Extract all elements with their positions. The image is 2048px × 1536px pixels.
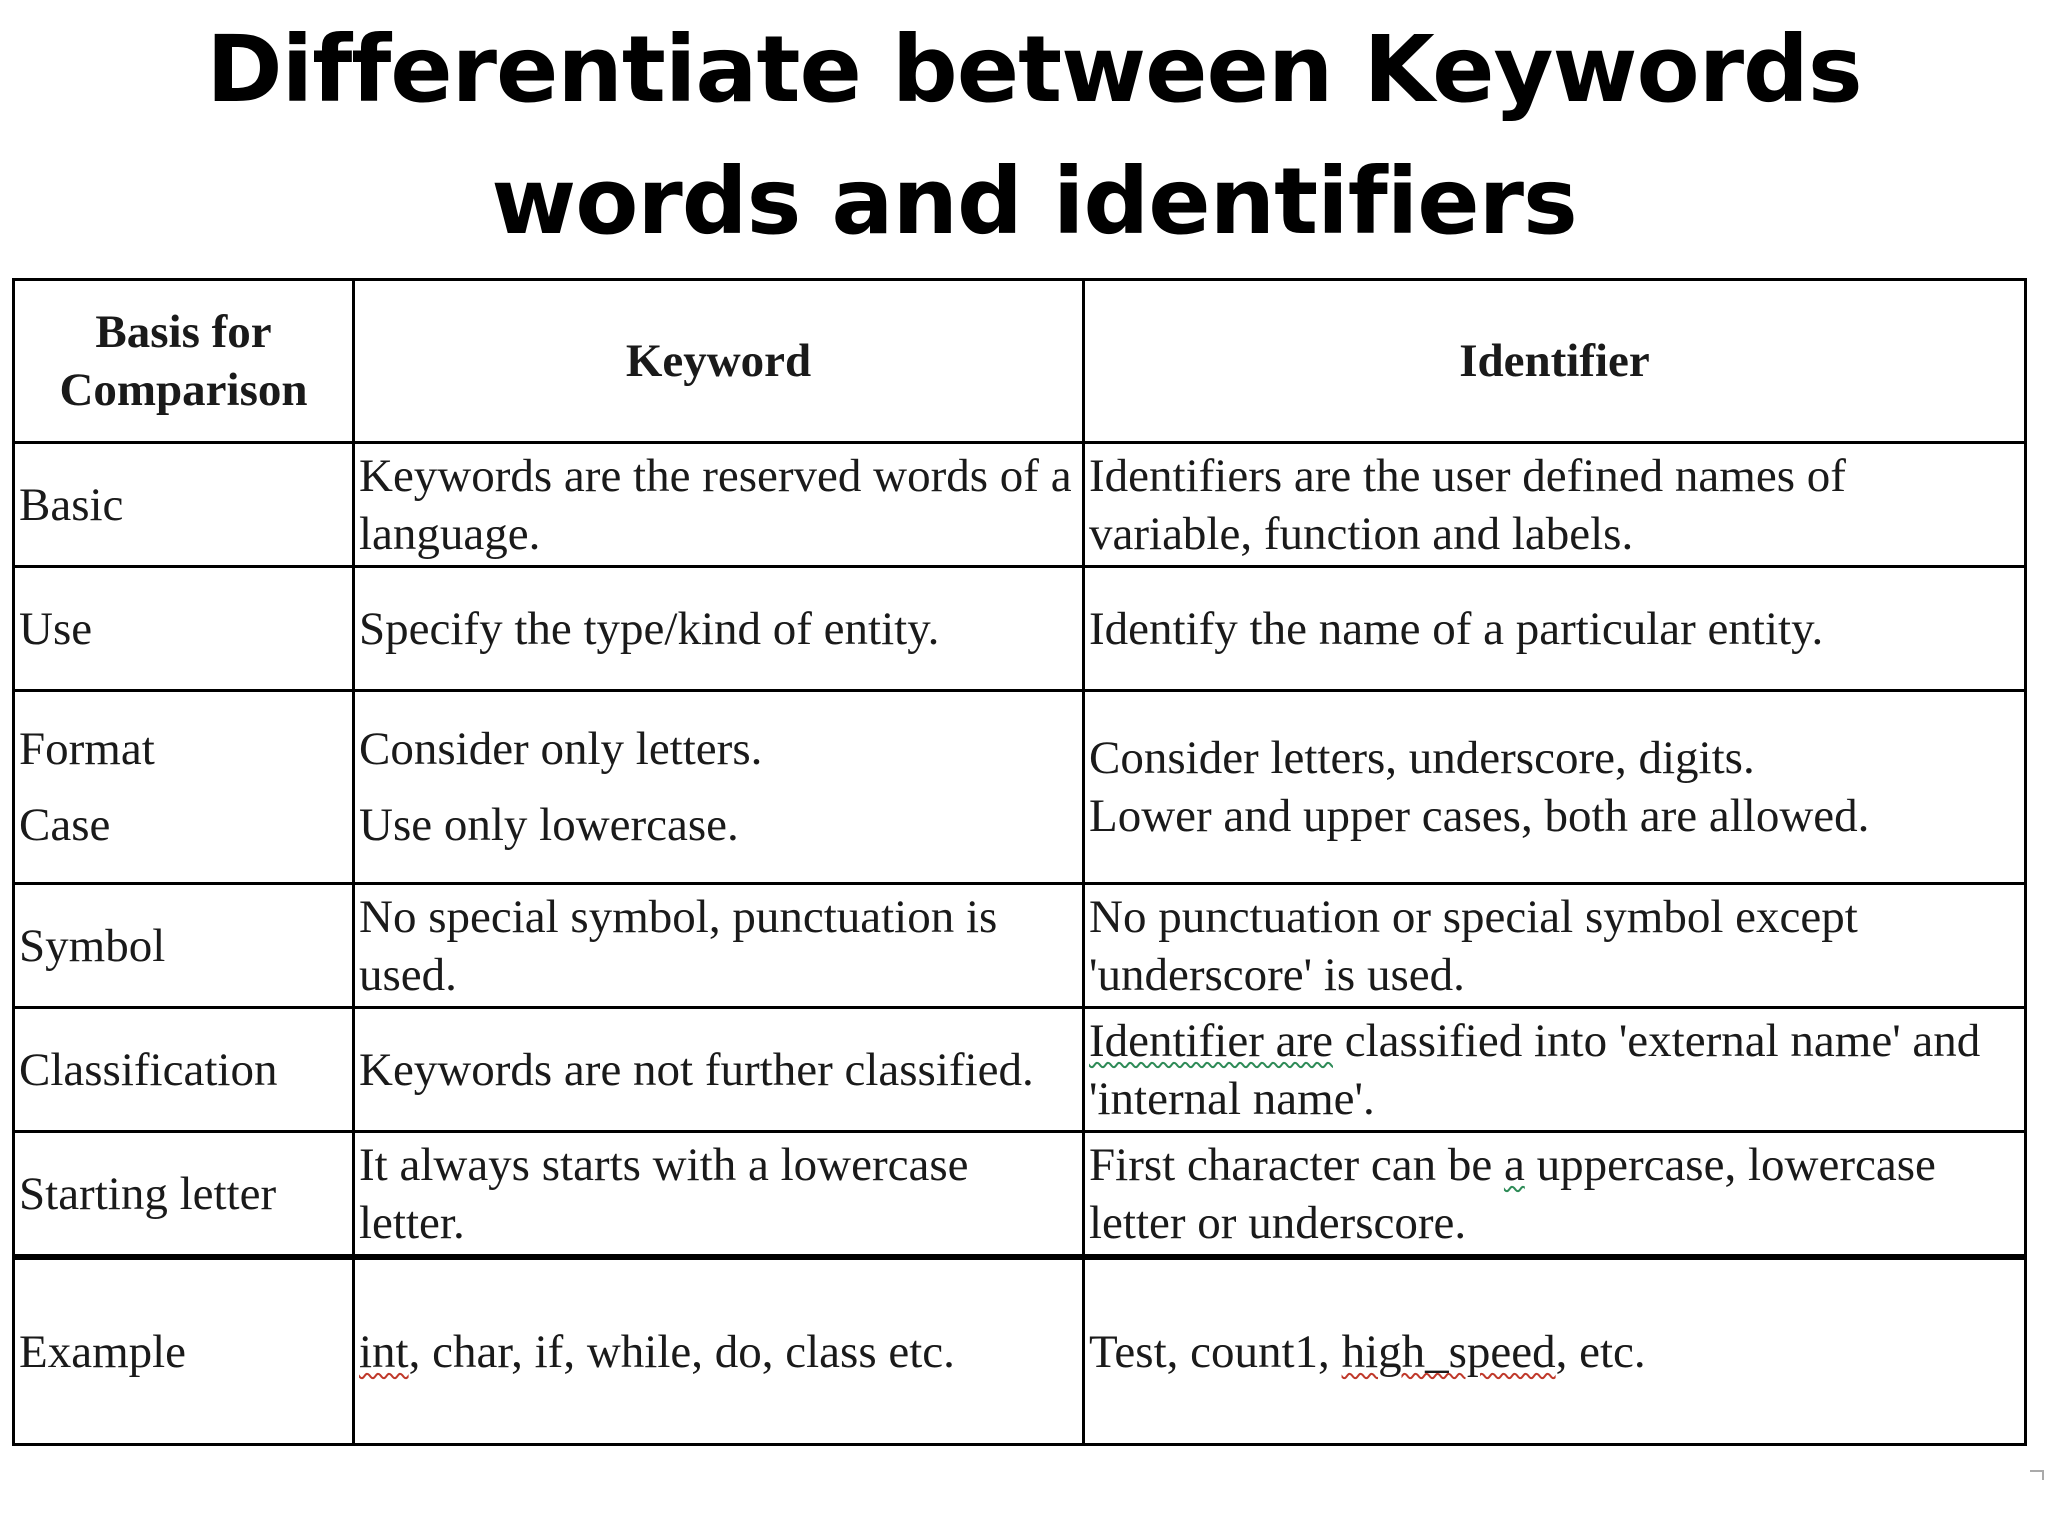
table-row — [14, 884, 2026, 1008]
cell-identifier-example — [1084, 1257, 2026, 1445]
row-label-format-case — [14, 691, 354, 884]
header-basis — [14, 280, 354, 443]
table-row — [14, 1008, 2026, 1132]
row-label-classification: Classification — [14, 1008, 354, 1132]
identifier-classification-rest: classified into 'external name' and 'internal name'. — [1089, 1014, 1981, 1125]
cell-keyword-starting-letter: It always starts with a lowercase letter. — [354, 1132, 1084, 1258]
header-keyword: Keyword — [354, 280, 1084, 443]
cell-identifier-starting-letter — [1084, 1132, 2026, 1258]
cell-identifier-format-case — [1084, 691, 2026, 884]
title-line-2: words and identifiers — [491, 148, 1577, 255]
cell-keyword-basic: Keywords are the reserved words of a language. — [354, 443, 1084, 567]
identifier-starting-part3: uppercase, lowercase letter or underscore. — [1089, 1138, 1936, 1249]
cell-keyword-classification: Keywords are not further classified. — [354, 1008, 1084, 1132]
header-basis-line2: Comparison — [59, 364, 308, 416]
identifier-starting-part1: First character can be — [1089, 1138, 1504, 1191]
identifier-example-part3: , etc. — [1555, 1325, 1646, 1378]
table-row — [14, 691, 2026, 884]
cell-keyword-example — [354, 1257, 1084, 1445]
comparison-table — [12, 278, 2027, 1446]
slide-title — [0, 4, 2048, 268]
spell-flagged-high-speed: high_speed — [1341, 1325, 1556, 1378]
cell-identifier-symbol: No punctuation or special symbol except 'underscore' is used. — [1084, 884, 2026, 1008]
table-row — [14, 567, 2026, 691]
grammar-flagged-text: Identifier are — [1089, 1014, 1333, 1067]
table-header-row — [14, 280, 2026, 443]
row-label-use: Use — [14, 567, 354, 691]
row-label-format: Format — [19, 723, 155, 775]
cell-identifier-use: Identify the name of a particular entity. — [1084, 567, 2026, 691]
cell-keyword-format: Consider only letters. — [359, 723, 763, 775]
keyword-example-rest: , char, if, while, do, class etc. — [408, 1325, 955, 1378]
row-label-starting-letter: Starting letter — [14, 1132, 354, 1258]
row-label-example: Example — [14, 1257, 354, 1445]
cell-keyword-case: Use only lowercase. — [359, 799, 739, 851]
cell-keyword-format-case — [354, 691, 1084, 884]
identifier-example-part1: Test, count1, — [1089, 1325, 1342, 1378]
row-label-case: Case — [19, 799, 111, 851]
slide-corner-mark — [2030, 1470, 2044, 1480]
cell-keyword-symbol: No special symbol, punctuation is used. — [354, 884, 1084, 1008]
cell-identifier-basic: Identifiers are the user defined names of variable, function and labels. — [1084, 443, 2026, 567]
title-line-1: Differentiate between Keywords — [206, 16, 1862, 123]
cell-identifier-format: Consider letters, underscore, digits. — [1089, 732, 1755, 784]
cell-keyword-use: Specify the type/kind of entity. — [354, 567, 1084, 691]
cell-identifier-case: Lower and upper cases, both are allowed. — [1089, 790, 1870, 842]
header-identifier: Identifier — [1084, 280, 2026, 443]
grammar-flagged-article: a — [1503, 1138, 1525, 1191]
row-label-basic: Basic — [14, 443, 354, 567]
table-row — [14, 1132, 2026, 1258]
table-row — [14, 443, 2026, 567]
cell-identifier-classification — [1084, 1008, 2026, 1132]
row-label-symbol: Symbol — [14, 884, 354, 1008]
header-basis-line1: Basis for — [95, 306, 272, 358]
spell-flagged-int: int — [359, 1325, 409, 1378]
table-row — [14, 1257, 2026, 1445]
